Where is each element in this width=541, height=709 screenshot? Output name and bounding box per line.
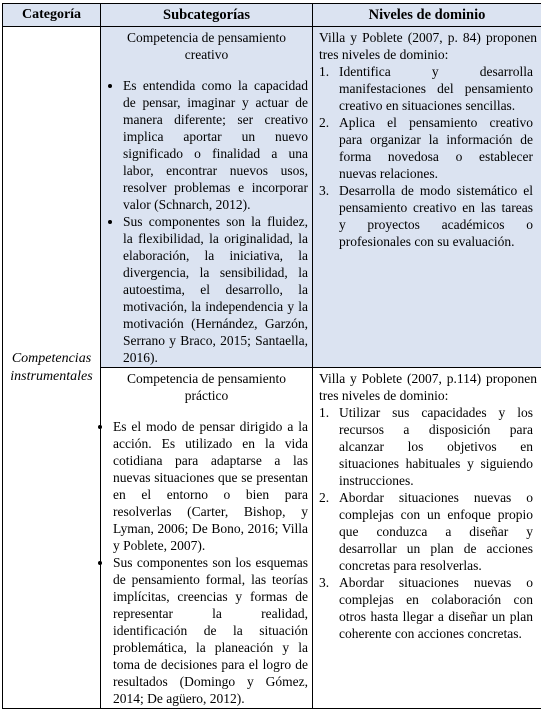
list-item: 3. Desarrolla de modo sistemático el pensamiento creativo en las tareas y proyectos académicos o profesionales con su evaluación. (319, 182, 533, 250)
niveles-list (313, 404, 537, 642)
niveles-cell (313, 368, 541, 709)
list-item: • Sus componentes son los esquemas de pensamiento formal, las teorías implícitas, creencias y formas de representar la realidad, identificación de la situación problemática, la planeación y la toma de decisiones para el logro de resultados (Domingo y Gómez, 2014; De agüero, 2012). (113, 554, 308, 707)
subcategoria-title: Competencia de pensamiento creativo (101, 27, 312, 63)
subcategoria-cell (101, 27, 313, 368)
subcategoria-title: Competencia de pensamiento práctico (101, 368, 312, 404)
header-niveles: Niveles de dominio (313, 4, 541, 27)
subcategoria-bullets (101, 418, 308, 707)
list-item: 1. Identifica y desarrolla manifestaciones del pensamiento creativo en situaciones sencillas. (319, 63, 533, 114)
header-subcategorias: Subcategorías (101, 4, 313, 27)
list-item: 2. Aplica el pensamiento creativo para organizar la información de forma novedosa o establecer nuevas relaciones. (319, 114, 533, 182)
niveles-intro: Villa y Poblete (2007, p. 84) proponen tres niveles de dominio: (313, 27, 541, 63)
niveles-list (313, 63, 537, 250)
table-row (3, 27, 541, 368)
subcategoria-bullets (101, 77, 308, 366)
header-categoria: Categoría (3, 4, 101, 27)
niveles-cell (313, 27, 541, 368)
competencias-table (2, 3, 541, 709)
list-item: • Es entendida como la capacidad de pensar, imaginar y actuar de manera diferente; ser creativo implica aportar un nuevo significado o finalidad a una labor, encontrar nuevos usos, resolver problemas e incorporar valor (Schnarch, 2012). (123, 77, 308, 213)
list-item: 1. Utilizar sus capacidades y los recursos a disposición para alcanzar los objetivos en situaciones habituales y siguiendo instrucciones. (319, 404, 533, 489)
list-item: 2. Abordar situaciones nuevas o complejas con un enfoque propio que conduzca a diseñar y desarrollar un plan de acciones concretas para resolverlas. (319, 489, 533, 574)
niveles-intro: Villa y Poblete (2007, p.114) proponen tres niveles de dominio: (313, 368, 541, 404)
subcategoria-cell (101, 368, 313, 709)
categoria-cell: Competencias instrumentales (3, 27, 101, 709)
table-header-row (3, 4, 541, 27)
list-item: • Sus componentes son la fluidez, la flexibilidad, la originalidad, la elaboración, la iniciativa, la divergencia, la sensibilidad, la autoestima, el desarrollo, la motivación, la independencia y la motivación (Hernández, Garzón, Serrano y Braco, 2015; Santaella, 2016). (123, 213, 308, 366)
list-item: 3. Abordar situaciones nuevas o complejas en colaboración con otros hasta llegar a diseñar un plan coherente con acciones concretas. (319, 574, 533, 642)
list-item: • Es el modo de pensar dirigido a la acción. Es utilizado en la vida cotidiana para adaptarse a las nuevas situaciones que se presentan en el entorno o bien para resolverlas (Carter, Bishop, y Lyman, 2006; De Bono, 2016; Villa y Poblete, 2007). (113, 418, 308, 554)
